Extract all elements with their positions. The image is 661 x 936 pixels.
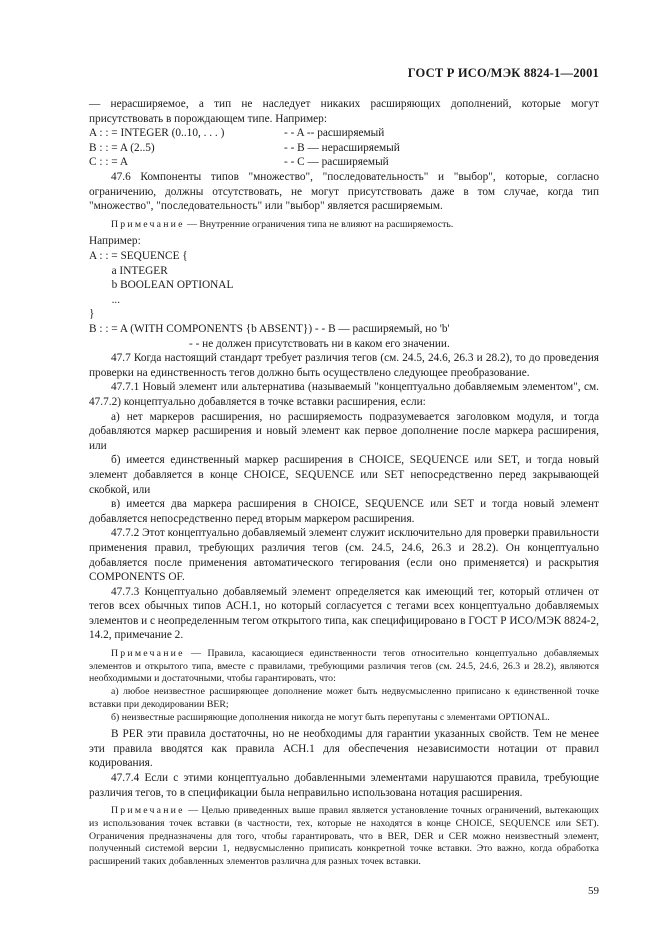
code-line: } bbox=[89, 308, 95, 321]
paragraph-47-7-2: 47.7.2 Этот концептуально добавляемый элемент служит исключительно для проверки правильности применения правил, требующих различия тегов (см. 24.5, 24.6, 26.3 и 28.2). Он концептуально добавляется после применения автоматического тегирования (если оно применяется) и раскрытия COMPONENTS OF. bbox=[89, 527, 599, 584]
example-comment: - - C — расширяемый bbox=[284, 156, 389, 169]
example-comment: - - A -- расширяемый bbox=[284, 127, 385, 140]
code-line: b BOOLEAN OPTIONAL bbox=[89, 279, 234, 292]
note-text: — Целью приведенных выше правил является установление точных ограничений, вытекающих из использования точек вставки (в частности, тех, которые не находятся в конце CHOICE, SEQUENCE или SET). Ограничения предназначены для того, чтобы гарантировать, что в BER, DER и CER можно неизвестный элемент, полученный системой версии 1, недвусмысленно приписать конкретной точке вставки. Это важно, когда обработка расширений таких добавленных элементов различна для разных точек вставки. bbox=[89, 805, 599, 868]
list-item-a: а) нет маркеров расширения, но расширяемость подразумевается заголовком модуля, и тогда добавляются маркер расширения и новый элемент как первое дополнение после маркера расширения, или bbox=[89, 410, 599, 452]
code-line: ... bbox=[89, 293, 121, 306]
paragraph-47-7-4: 47.7.4 Если с этими концептуально добавленными элементами нарушаются правила, требующие различия тегов, то в спецификации была неправильно использована нотация расширения. bbox=[89, 772, 599, 799]
example-row bbox=[89, 126, 599, 141]
code-line: B : : = A (WITH COMPONENTS {b ABSENT}) - - B — расширяемый, но 'b' bbox=[89, 323, 450, 336]
list-item-c: в) имеется два маркера расширения в CHOICE, SEQUENCE или SET и тогда новый элемент добавляется непосредственно перед вторым маркером расширения. bbox=[89, 498, 599, 525]
example-comment: - - B — нерасширяемый bbox=[284, 141, 400, 154]
example-code: A : : = INTEGER (0..10, . . . ) bbox=[89, 127, 225, 140]
note-text: — Внутренние ограничения типа не влияют на расширяемость. bbox=[184, 218, 454, 230]
example-row bbox=[89, 141, 599, 156]
example-code: C : : = A bbox=[89, 156, 129, 169]
note-3 bbox=[89, 805, 599, 869]
page-number: 59 bbox=[588, 885, 599, 897]
example-block-2 bbox=[89, 234, 599, 351]
code-line: a INTEGER bbox=[89, 264, 168, 277]
example-intro: Например: bbox=[89, 235, 141, 248]
example-code: B : : = A (2..5) bbox=[89, 141, 155, 154]
note-label: Примечание bbox=[111, 648, 185, 660]
note-2 bbox=[89, 648, 599, 686]
note-2-item-b: б) неизвестные расширяющие дополнения никогда не могут быть перепутаны с элементами OPTIONAL. bbox=[111, 711, 550, 723]
code-line: - - не должен присутствовать ни в каком его значении. bbox=[189, 337, 450, 350]
note-1 bbox=[89, 219, 599, 232]
list-item-b: б) имеется единственный маркер расширения в CHOICE, SEQUENCE или SET, и тогда новый элемент добавляется в конце CHOICE, SEQUENCE или SET непосредственно перед закрывающей скобкой, или bbox=[89, 454, 599, 496]
example-row bbox=[89, 155, 599, 170]
note-text: — Правила, касающиеся единственности тегов относительно концептуально добавляемых элементов и открытого типа, вместе с правилами, требующими различия тегов (см. 24.5, 24.6, 26.3 и 28.2), являются необходимыми и достаточными, чтобы гарантировать, что: bbox=[89, 648, 599, 685]
code-line: A : : = SEQUENCE { bbox=[89, 250, 188, 263]
paragraph-47-6: 47.6 Компоненты типов "множество", "последовательность" и "выбор", которые, согласно ограничению, должны отсутствовать, не могут присутствовать даже в том случае, когда тип "множество", "последовательность" или "выбор" является расширяемым. bbox=[89, 170, 599, 213]
paragraph-per: В PER эти правила достаточны, но не необходимы для гарантии указанных свойств. Тем не менее эти правила вводятся как правила АСН.1 для обеспечения независимости нотации от правил кодирования. bbox=[89, 728, 599, 770]
page-header: ГОСТ Р ИСО/МЭК 8824-1—2001 bbox=[407, 66, 599, 80]
paragraph-47-7: 47.7 Когда настоящий стандарт требует различия тегов (см. 24.5, 24.6, 26.3 и 28.2), то до проведения проверки на единственность тегов должно быть осуществлено следующее преобразование. bbox=[89, 352, 599, 379]
paragraph-47-7-1: 47.7.1 Новый элемент или альтернатива (называемый "концептуально добавляемым элементом", см. 47.7.2) концептуально добавляется в точке вставки расширения, если: bbox=[89, 381, 599, 408]
note-label: Примечание bbox=[111, 805, 185, 817]
note-2-item-a: а) любое неизвестное расширяющее дополнение может быть недвусмысленно приписано к единственной точке вставки при декодировании BER; bbox=[89, 686, 599, 710]
note-label: Примечание bbox=[111, 218, 185, 230]
paragraph-47-7-3: 47.7.3 Концептуально добавляемый элемент определяется как имеющий тег, который отличен от тегов всех обычных типов АСН.1, но который согласуется с тегами всех концептуально добавляемых элементов и с неопределенным тегом открытого типа, как специфицировано в ГОСТ Р ИСО/МЭК 8824-2, 14.2, примечание 2. bbox=[89, 585, 599, 642]
intro-paragraph: — нерасширяемое, а тип не наследует никаких расширяющих дополнений, которые могут присутствовать в порождающем типе. Например: bbox=[89, 98, 599, 125]
example-block-1 bbox=[89, 126, 599, 170]
page-body bbox=[89, 97, 599, 869]
